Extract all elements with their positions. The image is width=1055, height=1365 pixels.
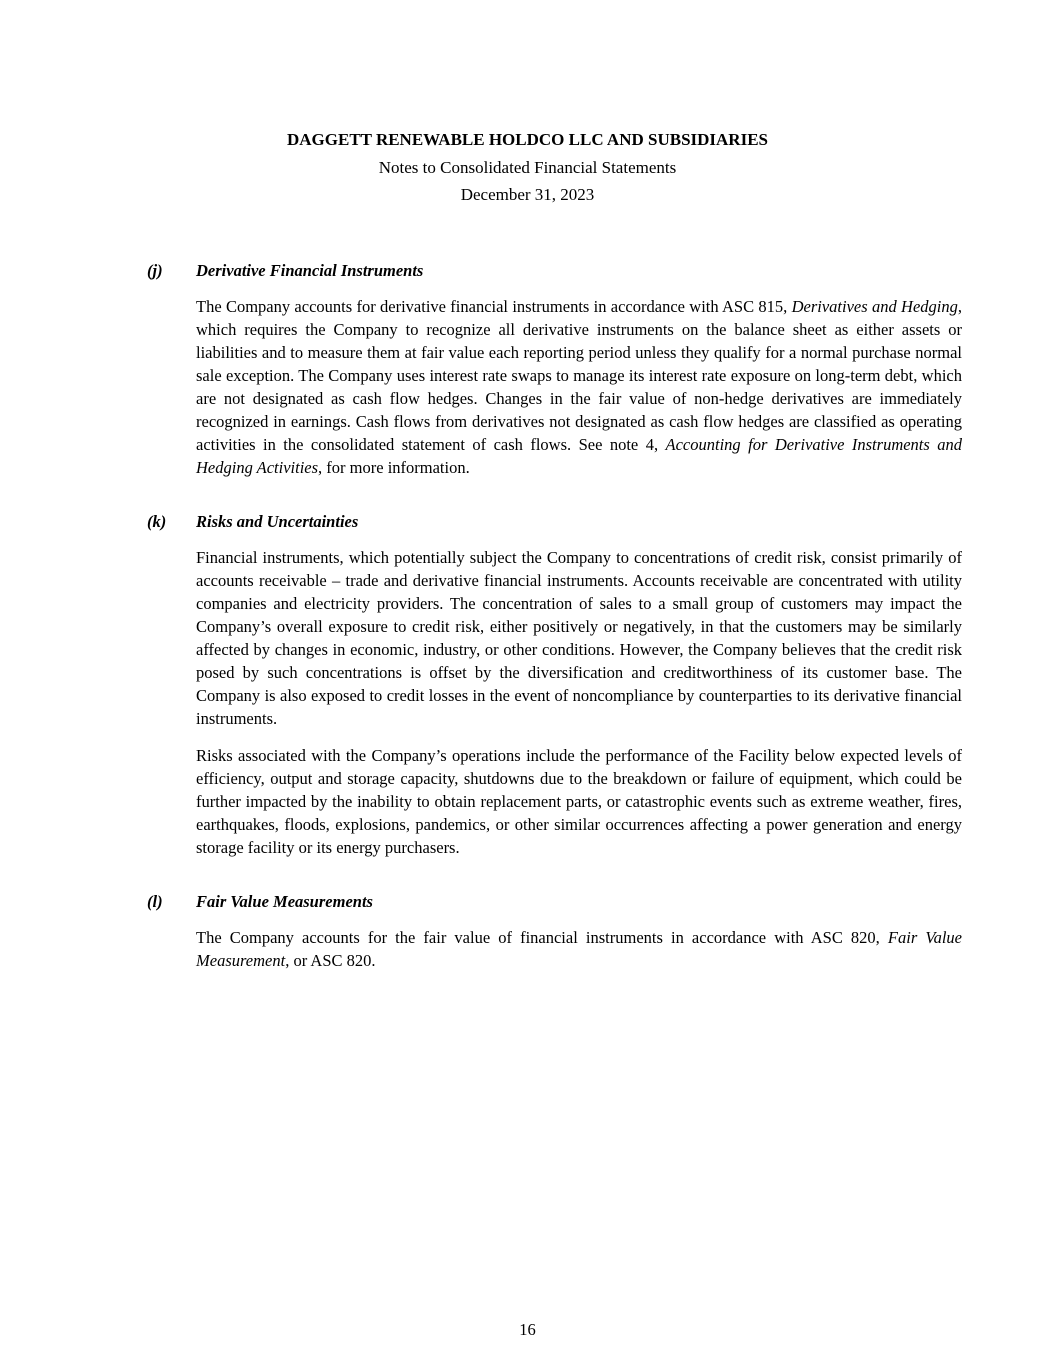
section-label: (k) xyxy=(147,512,167,531)
document-date: December 31, 2023 xyxy=(460,185,595,204)
page-number: 16 xyxy=(519,1320,536,1339)
document-subtitle: Notes to Consolidated Financial Statements xyxy=(378,158,677,177)
paragraph: Financial instruments, which potentially subject the Company to concentrations of credit risk, consist primarily of accounts receivable – trade and derivative financial instruments. Accounts receivable are concentrated with utility companies and electricity providers. The concentration of sales to a small group of customers may impact the Company’s overall exposure to credit risk, either positively or negatively, in that the customers may be similarly affected by changes in economic, industry, or other conditions. However, the Company believes that the credit risk posed by such concentrations is offset by the diversification and creditworthiness of its customer base. The Company is also exposed to credit losses in the event of noncompliance by counterparties to its derivative financial instruments. xyxy=(196,548,962,728)
paragraph: The Company accounts for the fair value of financial instruments in accordance with ASC 820, Fair Value Measurement, or ASC 820. xyxy=(196,928,962,970)
section-heading xyxy=(147,890,962,913)
paragraph: Risks associated with the Company’s operations include the performance of the Facility below expected levels of efficiency, output and storage capacity, shutdowns due to the breakdown or failure of equipment, which could be further impacted by the inability to obtain replacement parts, or catastrophic events such as extreme weather, fires, earthquakes, floods, explosions, pandemics, or other similar occurrences affecting a power generation and energy storage facility or its energy purchasers. xyxy=(196,746,962,857)
section-risks-and-uncertainties xyxy=(147,510,962,859)
section-heading xyxy=(147,259,962,282)
section-paragraphs xyxy=(196,295,962,479)
section-title: Derivative Financial Instruments xyxy=(196,261,424,280)
section-fair-value-measurements xyxy=(147,890,962,972)
section-derivative-financial-instruments xyxy=(147,259,962,479)
section-label: (j) xyxy=(147,261,163,280)
document-header xyxy=(0,0,1055,205)
section-title: Fair Value Measurements xyxy=(196,892,373,911)
section-paragraphs xyxy=(196,926,962,972)
document-body xyxy=(147,259,962,972)
section-heading xyxy=(147,510,962,533)
section-paragraphs xyxy=(196,546,962,859)
document-title: DAGGETT RENEWABLE HOLDCO LLC AND SUBSIDIARIES xyxy=(286,130,768,149)
section-title: Risks and Uncertainties xyxy=(196,512,359,531)
section-label: (l) xyxy=(147,892,163,911)
paragraph: The Company accounts for derivative financial instruments in accordance with ASC 815, Derivatives and Hedging, which requires the Company to recognize all derivative instruments on the balance sheet as either assets or liabilities and to measure them at fair value each reporting period unless they qualify for a normal purchase normal sale exception. The Company uses interest rate swaps to manage its interest rate exposure on long-term debt, which are not designated as cash flow hedges. Changes in the fair value of non-hedge derivatives are immediately recognized in earnings. Cash flows from derivatives not designated as cash flow hedges are classified as operating activities in the consolidated statement of cash flows. See note 4, Accounting for Derivative Instruments and Hedging Activities, for more information. xyxy=(196,297,963,477)
